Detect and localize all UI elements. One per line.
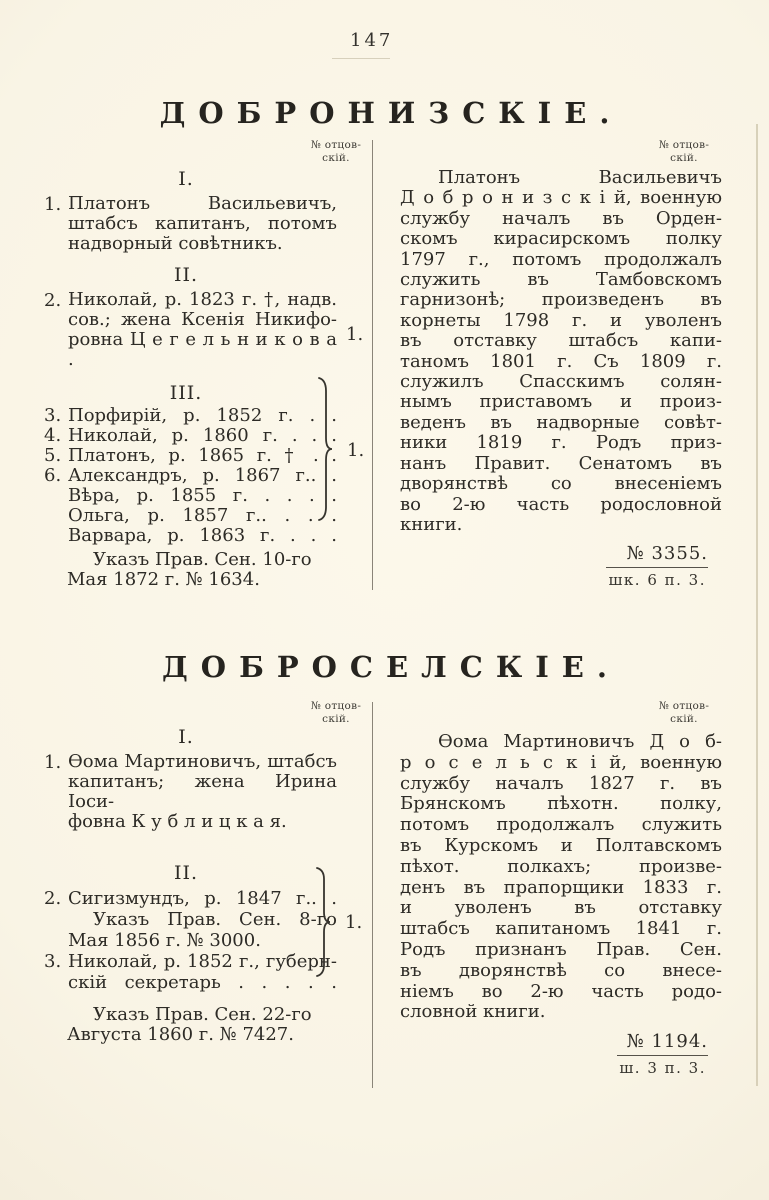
paragraph-line: служить въ Тамбовскомъ [400, 269, 722, 291]
column-divider-rule [372, 140, 373, 590]
paragraph-line: службу началъ въ Орден- [400, 207, 722, 229]
entry-number: 1. [44, 752, 62, 773]
list-item-text: Указъ Прав. Сен. 8-го [93, 909, 337, 930]
father-number-value: 1. [347, 440, 365, 461]
paragraph-line: во 2-ю часть родословной [400, 493, 722, 515]
fathers-number-column-header [301, 700, 371, 726]
fathers-number-column-header [649, 700, 719, 726]
entry-line: сов.; жена Ксенія Никифо- [68, 309, 337, 330]
paragraph-line: нанъ Правит. Сенатомъ въ [400, 452, 722, 474]
list-item-text: Николай, р. 1852 г., губерн- [68, 951, 337, 972]
paragraph-line: потомъ продолжалъ служить [400, 814, 722, 836]
entry-line: фовна К у б л и ц к а я. [68, 811, 287, 832]
list-item [35, 526, 337, 546]
paragraph-line: служилъ Спасскимъ солян- [400, 371, 722, 393]
archive-code: ш. 3 п. 3. [617, 1055, 708, 1077]
record-number: № 3355. [626, 543, 708, 565]
entry-number: 2. [44, 888, 62, 909]
list-item [35, 930, 337, 951]
list-item [35, 406, 337, 426]
decree-line: Мая 1872 г. № 1634. [67, 569, 260, 590]
list-item-text: Платонъ, р. 1865 г. † . . [68, 445, 337, 466]
paragraph-line: дворянствѣ со внесеніемъ [400, 473, 722, 495]
entry-number: 1. [44, 194, 62, 215]
entry-number: 3. [44, 405, 62, 426]
list-item [35, 506, 337, 526]
family-title-dobroselskie: ДОБРОСЕЛСКІЕ. [162, 650, 620, 684]
entry-line: надворный совѣтникъ. [68, 233, 283, 254]
paragraph-line: веденъ въ надворные совѣт- [400, 411, 722, 433]
paragraph-line: денъ въ прапорщики 1833 г. [400, 876, 722, 898]
archive-code: шк. 6 п. 3. [606, 567, 708, 589]
list-item [35, 888, 337, 909]
father-number-value: 1. [346, 324, 364, 345]
paragraph-line: пѣхот. полкахъ; произве- [400, 855, 722, 877]
list-item-text: Александръ, р. 1867 г.. . [68, 465, 337, 486]
list-item [35, 972, 337, 993]
page-scan-edge-line [756, 124, 758, 1086]
column-header-line: № отцов- [310, 139, 362, 151]
paragraph-line: таномъ 1801 г. Съ 1809 г. [400, 350, 722, 372]
paragraph-line: ники 1819 г. Родъ приз- [400, 432, 722, 454]
generation-heading: II. [173, 862, 199, 884]
paragraph-line: Ѳома Мартиновичъ Д о б- [438, 731, 722, 752]
record-number: № 1194. [626, 1031, 708, 1053]
column-header-line: скій. [322, 713, 350, 725]
generation-heading: I. [178, 168, 194, 190]
list-item-text: Варвара, р. 1863 г. . . . [68, 525, 337, 546]
entry-number: 2. [44, 290, 62, 311]
person-entry [35, 194, 337, 254]
decree-line: Августа 1860 г. № 7427. [67, 1024, 294, 1045]
family2-left-column [35, 726, 337, 1045]
fathers-number-column-header [301, 139, 371, 165]
paragraph-line: гарнизонѣ; произведенъ въ [400, 289, 722, 311]
column-header-line: скій. [670, 713, 698, 725]
entry-line: ровна Ц е г е л ь н и к о в а . [68, 329, 337, 370]
paragraph-line: Платонъ Васильевичъ [438, 167, 722, 188]
column-divider-rule [372, 702, 373, 1088]
grouping-brace [316, 376, 334, 522]
paragraph-line: и уволенъ въ отставку [400, 897, 722, 919]
column-header-line: скій. [670, 152, 698, 164]
entry-line: Николай, р. 1823 г. †, надв. [68, 289, 337, 310]
children-list [35, 888, 337, 993]
person-entry [35, 752, 337, 832]
paragraph-line: Родъ признанъ Прав. Сен. [400, 938, 722, 960]
children-list [35, 406, 337, 546]
generation-heading: III. [169, 382, 203, 404]
entry-line: Платонъ Васильевичъ, [68, 193, 337, 214]
senate-decree [35, 1005, 337, 1045]
list-item [35, 426, 337, 446]
list-item-text: скій секретарь . . . . . [68, 972, 337, 993]
list-item-text: Ольга, р. 1857 г.. . . . [68, 505, 337, 526]
column-header-line: № отцов- [658, 700, 710, 712]
entry-number: 6. [44, 465, 62, 486]
fathers-number-column-header [649, 139, 719, 165]
grouping-brace [314, 866, 332, 978]
list-item-text: Вѣра, р. 1855 г. . . . . [68, 485, 337, 506]
column-header-line: скій. [322, 152, 350, 164]
entry-line: Ѳома Мартиновичъ, штабсъ [68, 751, 337, 772]
list-item-text: Николай, р. 1860 г. . . . [68, 425, 337, 446]
entry-number: 4. [44, 425, 62, 446]
paragraph-line: скомъ кирасирскомъ полку [400, 228, 722, 250]
paragraph-line: нымъ приставомъ и произ- [400, 391, 722, 413]
paragraph-line: корнеты 1798 г. и уволенъ [400, 309, 722, 331]
family1-left-column [35, 168, 337, 590]
decree-line: Указъ Прав. Сен. 10-го [93, 549, 312, 570]
record-number-block [400, 1031, 722, 1078]
list-item [35, 446, 337, 466]
column-header-line: № отцов- [310, 700, 362, 712]
paragraph-line: въ Курскомъ и Полтавскомъ [400, 834, 722, 856]
paragraph-line: въ дворянствѣ со внесе- [400, 959, 722, 981]
entry-number: 3. [44, 951, 62, 972]
generation-heading: II. [173, 264, 199, 286]
entry-line: штабсъ капитанъ, потомъ [68, 213, 337, 234]
paragraph-line: ніемъ во 2-ю часть родо- [400, 980, 722, 1002]
record-number-block [400, 543, 722, 590]
paragraph-line: штабсъ капитаномъ 1841 г. [400, 918, 722, 940]
person-entry [35, 290, 337, 370]
paragraph-line: Брянскомъ пѣхотн. полку, [400, 793, 722, 815]
decree-line: Указъ Прав. Сен. 22-го [93, 1004, 312, 1025]
list-item-text: Порфирій, р. 1852 г. . . [68, 405, 337, 426]
paragraph-line: службу началъ 1827 г. въ [400, 772, 722, 794]
paragraph-line: книги. [400, 513, 463, 535]
family1-right-column [400, 168, 722, 590]
list-item [35, 466, 337, 486]
entry-number: 5. [44, 445, 62, 466]
list-item-text: Мая 1856 г. № 3000. [68, 930, 261, 951]
family2-right-column [400, 732, 722, 1078]
page-number: 147 [350, 30, 394, 51]
list-item-text: Сигизмундъ, р. 1847 г.. . [68, 888, 337, 909]
paragraph-line: 1797 г., потомъ продолжалъ [400, 248, 722, 270]
paragraph-line: р о с е л ь с к і й, военную [400, 751, 722, 773]
paragraph-line: словной книги. [400, 1001, 546, 1023]
paragraph-line: Д о б р о н и з с к і й, военную [400, 187, 722, 209]
page-number-rule [332, 58, 390, 59]
family-title-dobronizskie: ДОБРОНИЗСКІЕ. [159, 96, 623, 130]
father-number-value: 1. [345, 912, 363, 933]
generation-heading: I. [178, 726, 194, 748]
list-item [35, 909, 337, 930]
column-header-line: № отцов- [658, 139, 710, 151]
list-item [35, 486, 337, 506]
paragraph-line: въ отставку штабсъ капи- [400, 330, 722, 352]
list-item [35, 951, 337, 972]
entry-line: капитанъ; жена Ирина Іоси- [68, 771, 337, 812]
senate-decree [35, 550, 337, 590]
